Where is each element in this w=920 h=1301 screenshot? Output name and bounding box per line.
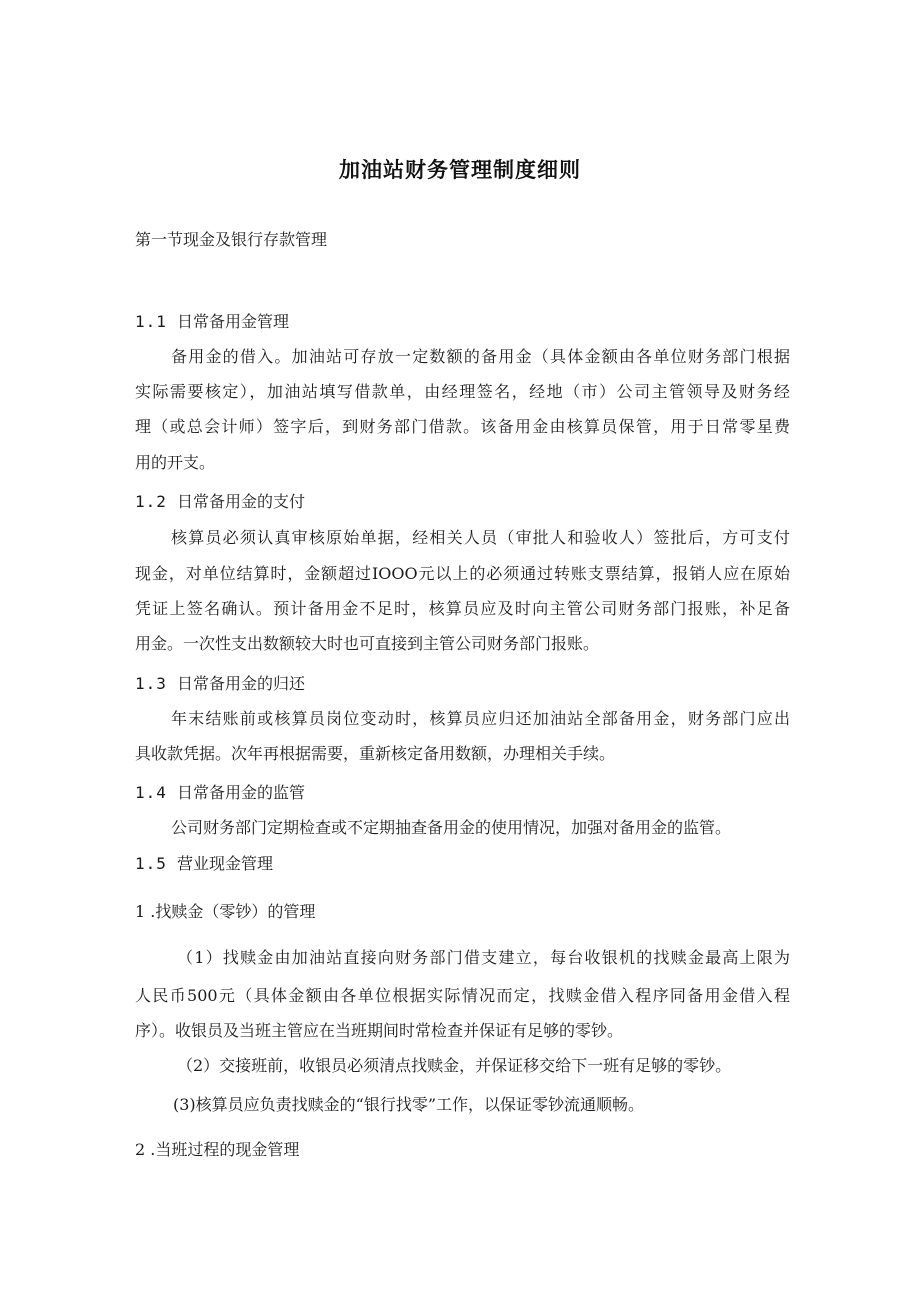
paragraph-line: 用金。一次性支出数额较大时也可直接到主管公司财务部门报账。: [135, 634, 600, 653]
subsection-1-4-heading: [135, 782, 790, 804]
paragraph-line: 备用金的借入。加油站可存放一定数额的备用金（具体金额由各单位财务部门根据: [171, 347, 790, 366]
subsection-title: 日常备用金的归还: [177, 674, 306, 693]
paragraph-line: 年末结账前或核算员岗位变动时，核算员应归还加油站全部备用金，财务部门应出: [171, 709, 790, 728]
subsection-number: 1.2: [135, 492, 167, 511]
subsection-title: 日常备用金的监管: [177, 783, 306, 802]
paragraph-line: 实际需要核定），加油站填写借款单，由经理签名，经地（市）公司主管领导及财务经: [135, 382, 790, 401]
paragraph-line: 具收款凭据。次年再根据需要，重新核定备用数额，办理相关手续。: [135, 744, 616, 763]
subsection-number: 1.3: [135, 674, 167, 693]
paragraph-line: （1）找赎金由加油站直接向财务部门借支建立，每台收银机的找赎金最高上限为: [177, 948, 790, 967]
document-title: 加油站财务管理制度细则: [339, 158, 581, 182]
subsection-1-2-heading: [135, 491, 790, 513]
subsection-number: 1.4: [135, 783, 167, 802]
item-1-heading: 1 .找赎金（零钞）的管理: [135, 902, 316, 921]
subsection-number: 1.5: [135, 854, 167, 873]
paragraph-line: 用的开支。: [135, 453, 216, 472]
subsection-title: 日常备用金的支付: [177, 492, 306, 511]
paragraph-line: 核算员必须认真审核原始单据，经相关人员（审批人和验收人）签批后，方可支付: [171, 528, 790, 547]
subsection-title: 营业现金管理: [177, 854, 274, 873]
paragraph-line: 序）。收银员及当班主管应在当班期间时常检查并保证有足够的零钞。: [135, 1021, 624, 1040]
paragraph-line: 理（或总会计师）签字后，到财务部门借款。该备用金由核算员保管，用于日常零星费: [135, 417, 790, 436]
subsection-number: 1.1: [135, 312, 167, 331]
subsection-title: 日常备用金管理: [177, 312, 290, 331]
paragraph-line: (3)核算员应负责找赎金的“银行找零”工作，以保证零钞流通顺畅。: [173, 1095, 645, 1114]
section-heading: 第一节现金及银行存款管理: [135, 230, 328, 249]
paragraph-line: 现金，对单位结算时，金额超过IOOO元以上的必须通过转账支票结算，报销人应在原始: [135, 564, 790, 583]
subsection-1-1-heading: [135, 311, 790, 333]
item-2-heading: 2 .当班过程的现金管理: [135, 1140, 300, 1159]
subsection-1-5-heading: [135, 853, 790, 875]
paragraph-line: 公司财务部门定期检查或不定期抽查备用金的使用情况，加强对备用金的监管。: [171, 818, 732, 837]
paragraph-line: （2）交接班前，收银员必须清点找赎金，并保证移交给下一班有足够的零钞。: [177, 1056, 732, 1075]
subsection-1-3-heading: [135, 673, 790, 695]
paragraph-line: 凭证上签名确认。预计备用金不足时，核算员应及时向主管公司财务部门报账，补足备: [135, 599, 790, 618]
paragraph-line: 人民币500元（具体金额由各单位根据实际情况而定，找赎金借入程序同备用金借入程: [135, 986, 790, 1005]
